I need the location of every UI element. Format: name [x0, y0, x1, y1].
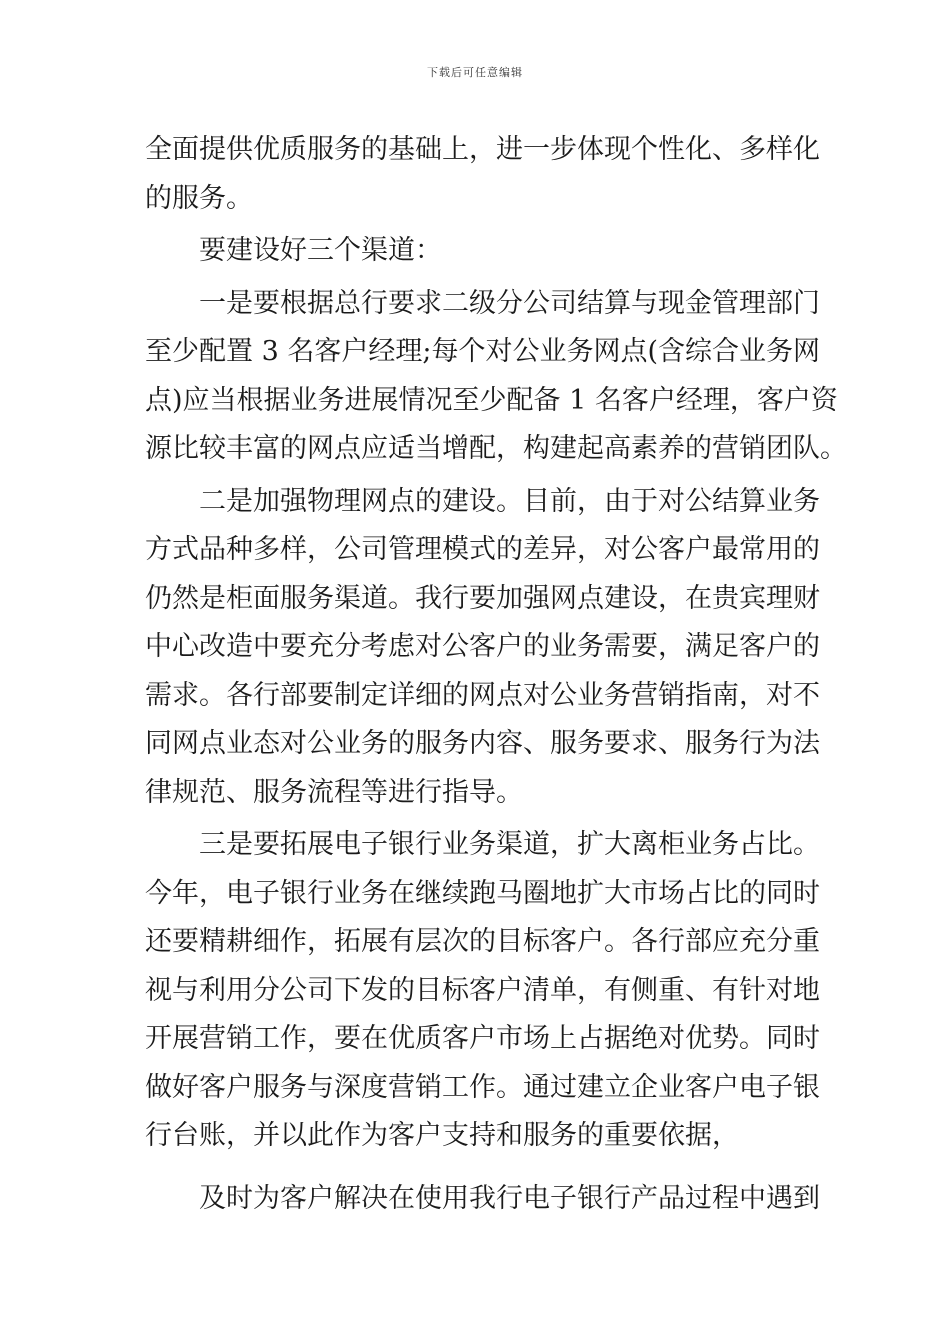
text-line: 今年，电子银行业务在继续跑马圈地扩大市场占比的同时	[145, 877, 820, 909]
page-header: 下载后可任意编辑	[427, 66, 523, 79]
text-line: 方式品种多样，公司管理模式的差异，对公客户最常用的	[145, 534, 820, 565]
text-line: 开展营销工作，要在优质客户市场上占据绝对优势。同时	[145, 1023, 820, 1054]
text-line: 仍然是柜面服务渠道。我行要加强网点建设，在贵宾理财	[145, 582, 820, 614]
text-line: 还要精耕细作，拓展有层次的目标客户。各行部应充分重	[145, 926, 820, 957]
text-line: 行台账，并以此作为客户支持和服务的重要依据，	[145, 1120, 739, 1151]
text-line: 的服务。	[145, 182, 253, 214]
text-line: 源比较丰富的网点应适当增配，构建起高素养的营销团队。	[145, 433, 847, 464]
text-line: 视与利用分公司下发的目标客户清单，有侧重、有针对地	[145, 974, 820, 1006]
text-line: 律规范、服务流程等进行指导。	[145, 776, 523, 808]
text-line: 至少配置 3 名客户经理;每个对公业务网点(含综合业务网	[145, 336, 820, 367]
text-line: 需求。各行部要制定详细的网点对公业务营销指南，对不	[145, 679, 820, 711]
text-line: 点)应当根据业务进展情况至少配备 1 名客户经理，客户资	[145, 384, 838, 416]
text-line: 中心改造中要充分考虑对公客户的业务需要，满足客户的	[145, 631, 820, 662]
document-body	[145, 126, 847, 1223]
text-line: 三是要拓展电子银行业务渠道，扩大离柜业务占比。	[199, 829, 820, 860]
text-line: 同网点业态对公业务的服务内容、服务要求、服务行为法	[145, 728, 820, 759]
text-line: 一是要根据总行要求二级分公司结算与现金管理部门	[199, 287, 820, 319]
text-line: 二是加强物理网点的建设。目前，由于对公结算业务	[199, 485, 820, 517]
section-heading: 要建设好三个渠道：	[199, 235, 442, 266]
text-line: 及时为客户解决在使用我行电子银行产品过程中遇到	[199, 1182, 820, 1214]
text-line: 全面提供优质服务的基础上，进一步体现个性化、多样化	[145, 134, 820, 165]
text-line: 做好客户服务与深度营销工作。通过建立企业客户电子银	[145, 1071, 820, 1103]
